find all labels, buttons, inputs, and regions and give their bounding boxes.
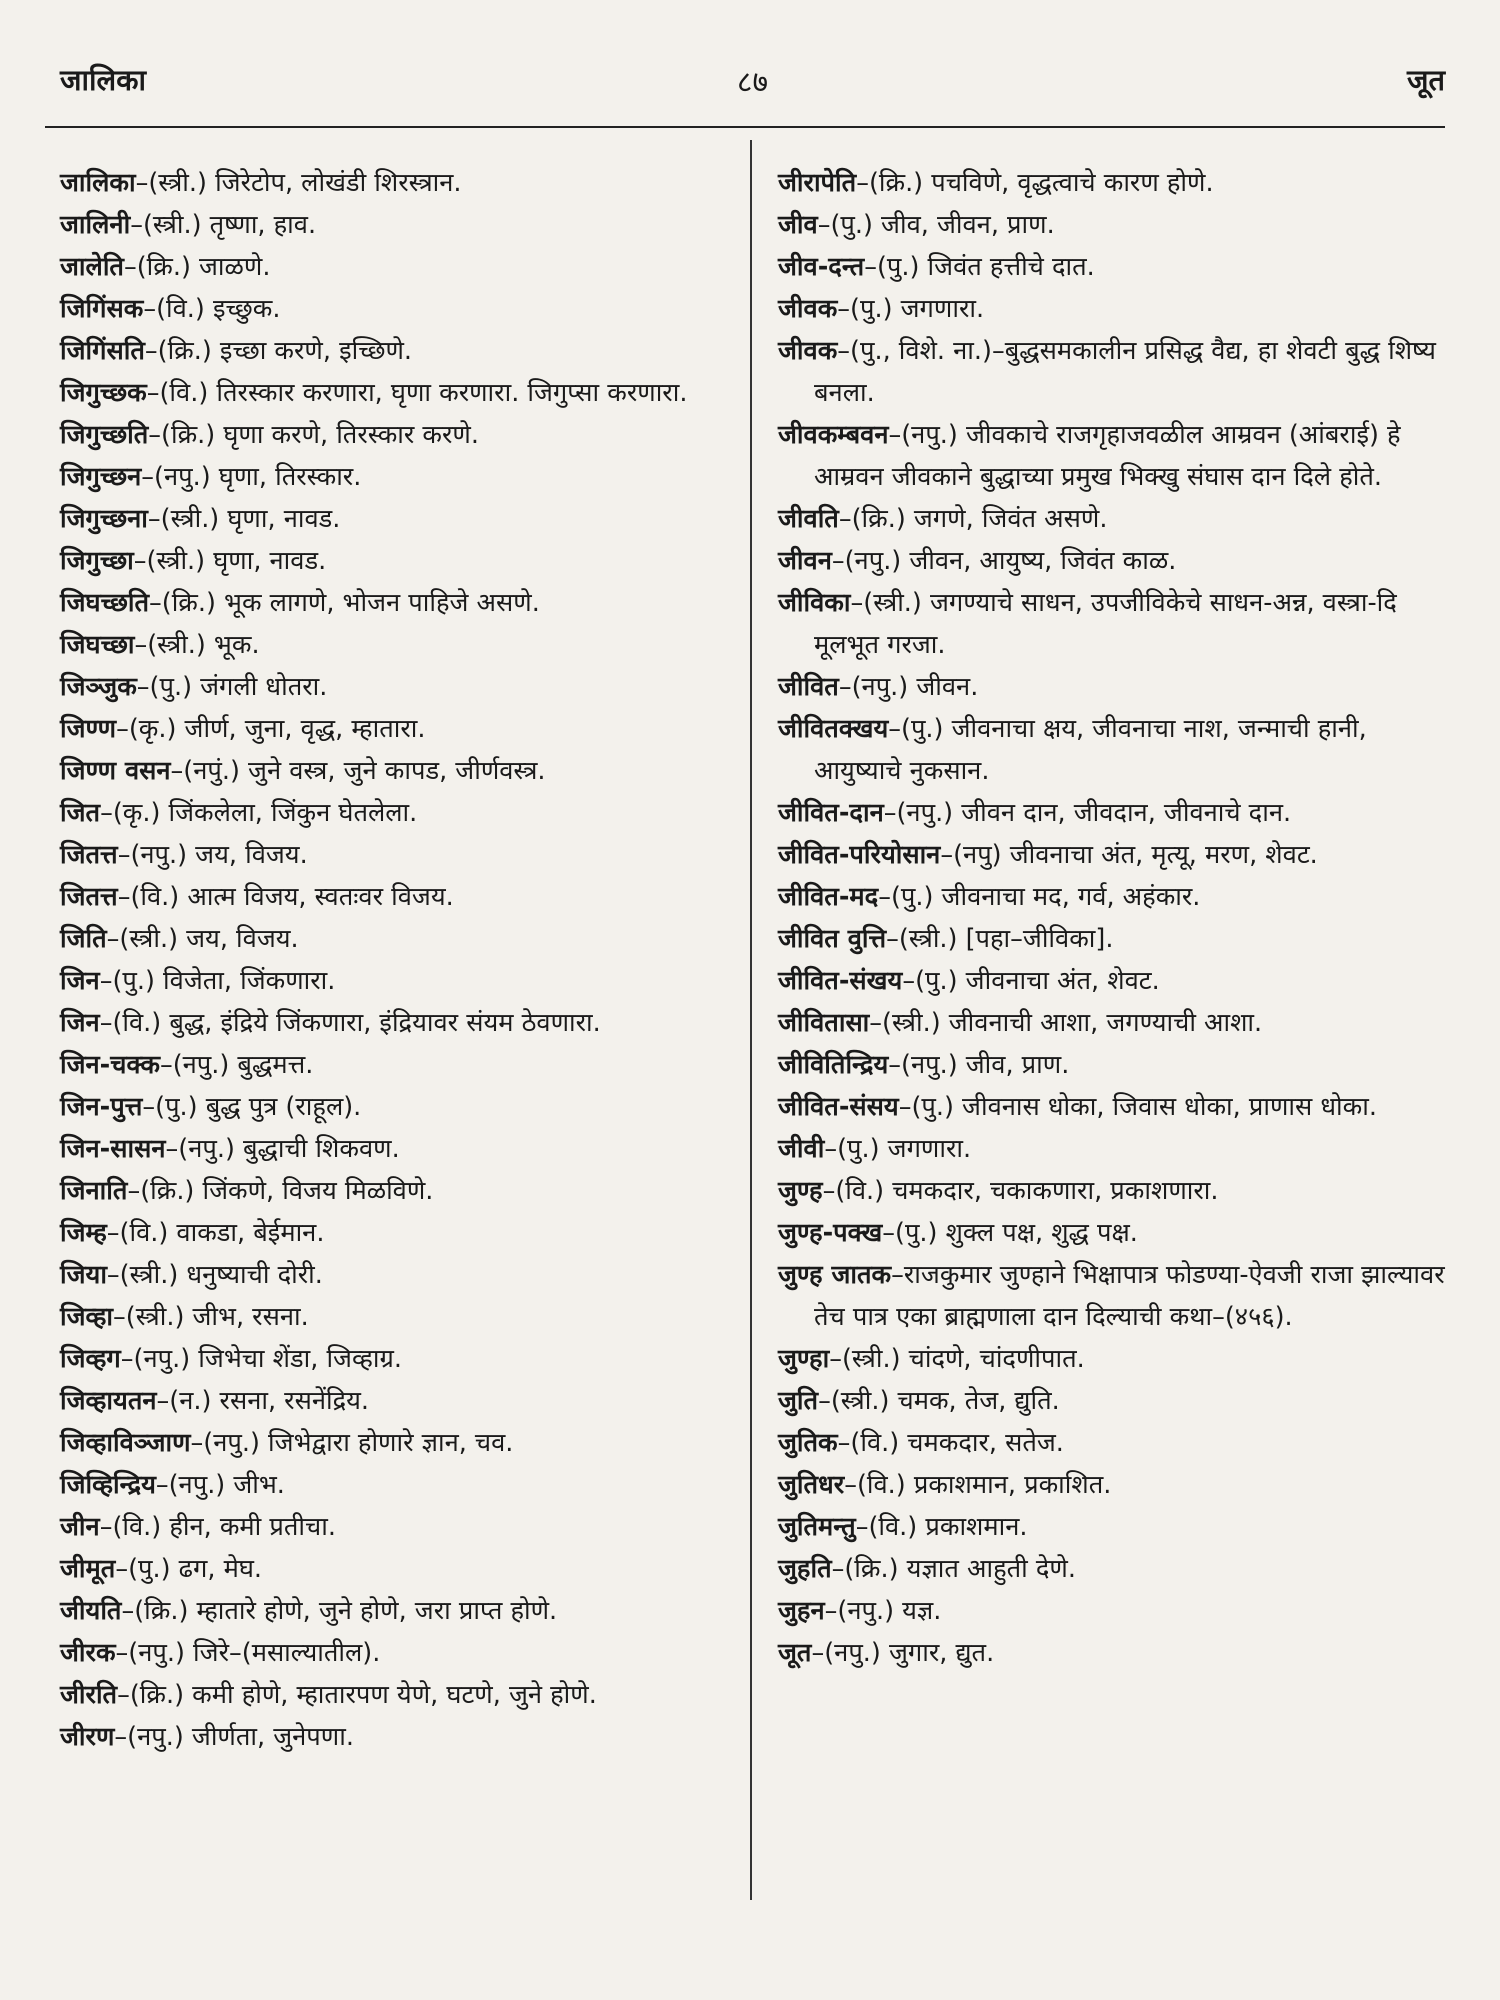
entry-headword: जीवित-संखय (778, 966, 903, 996)
dictionary-entry (60, 372, 730, 414)
entry-headword: जिगुच्छन (60, 462, 142, 492)
dictionary-entry (778, 1338, 1448, 1380)
dictionary-entry (60, 666, 730, 708)
entry-definition: –(नपु.) जीव, प्राण. (888, 1050, 1070, 1080)
entry-headword: जिति (60, 924, 107, 954)
dictionary-entry (778, 1002, 1448, 1044)
dictionary-entry (778, 582, 1448, 666)
entry-headword: जीवति (778, 504, 839, 534)
dictionary-entry (778, 1380, 1448, 1422)
entry-definition: –(कृ.) जिंकलेला, जिंकुन घेतलेला. (100, 798, 418, 828)
entry-headword: जीव (778, 210, 818, 240)
entry-headword: जीवी (778, 1134, 825, 1164)
entry-headword: जुहति (778, 1554, 832, 1584)
dictionary-entry (60, 330, 730, 372)
dictionary-entry (778, 834, 1448, 876)
dictionary-entry (60, 750, 730, 792)
entry-headword: जिगिंसति (60, 336, 145, 366)
entry-headword: जीवकम्बवन (778, 420, 889, 450)
entry-definition: –(नपु.) जीभ. (155, 1470, 285, 1500)
entry-definition: –(स्त्री.) [पहा–जीविका]. (886, 924, 1114, 954)
entry-headword: जीवित-परियोसान (778, 840, 941, 870)
entry-headword: जिन-चक्क (60, 1050, 160, 1080)
entry-definition: –(नपु.) यज्ञ. (824, 1596, 942, 1626)
entry-definition: –(वि.) तिरस्कार करणारा, घृणा करणारा. जिगुप्सा करणारा. (146, 378, 688, 408)
entry-headword: जिया (60, 1260, 107, 1290)
entry-headword: जालेति (60, 252, 124, 282)
dictionary-entry (778, 960, 1448, 1002)
entry-definition: –(वि.) वाकडा, बेईमान. (106, 1218, 325, 1248)
entry-definition: –(क्रि.) कमी होणे, म्हातारपण येणे, घटणे, जुने होणे. (117, 1680, 597, 1710)
entry-headword: जुतिमन्तु (778, 1512, 856, 1542)
entry-headword: जिव्हिन्द्रिय (60, 1470, 156, 1500)
dictionary-entry (60, 582, 730, 624)
entry-definition: –(वि.) हीन, कमी प्रतीचा. (99, 1512, 336, 1542)
entry-headword: जूत (778, 1638, 812, 1668)
entry-definition: –(क्रि.) पचविणे, वृद्धत्वाचे कारण होणे. (856, 168, 1214, 198)
dictionary-entry (778, 1590, 1448, 1632)
dictionary-entry (60, 1128, 730, 1170)
dictionary-entry (60, 456, 730, 498)
column-divider (750, 140, 752, 1900)
entry-headword: जिन-पुत्त (60, 1092, 143, 1122)
entry-definition: –(वि.) बुद्ध, इंद्रिये जिंकणारा, इंद्रियावर संयम ठेवणारा. (99, 1008, 601, 1038)
entry-headword: जीवित-मद (778, 882, 879, 912)
entry-headword: जिम्ह (60, 1218, 107, 1248)
dictionary-entry (60, 204, 730, 246)
entry-definition: –(नपु.) जुगार, द्युत. (811, 1638, 995, 1668)
dictionary-entry (60, 1422, 730, 1464)
entry-definition: –(स्त्री.) जीवनाची आशा, जगण्याची आशा. (869, 1008, 1263, 1038)
entry-definition: –(नपु) जीवनाचा अंत, मृत्यू, मरण, शेवट. (940, 840, 1318, 870)
entry-definition: –(क्रि.) भूक लागणे, भोजन पाहिजे असणे. (149, 588, 540, 618)
page-header (60, 60, 1445, 110)
dictionary-entry (60, 1338, 730, 1380)
entry-headword: जिन (60, 966, 100, 996)
entry-definition: –(क्रि.) घृणा करणे, तिरस्कार करणे. (148, 420, 479, 450)
entry-headword: जिगुच्छक (60, 378, 147, 408)
entry-headword: जिगुच्छना (60, 504, 148, 534)
entry-definition: –(नपु.) बुद्धमत्त. (159, 1050, 314, 1080)
entry-definition: –(स्त्री.) जीभ, रसना. (113, 1302, 309, 1332)
entry-definition: –(पु.) शुक्ल पक्ष, शुद्ध पक्ष. (882, 1218, 1138, 1248)
page-number: ८७ (736, 65, 769, 100)
dictionary-entry (60, 1548, 730, 1590)
dictionary-entry (778, 1128, 1448, 1170)
entry-headword: जिगुच्छति (60, 420, 149, 450)
dictionary-entry (60, 1212, 730, 1254)
dictionary-entry (60, 162, 730, 204)
entry-definition: –(स्त्री.) घृणा, नावड. (133, 546, 327, 576)
entry-headword: जीयति (60, 1596, 122, 1626)
entry-headword: जिञ्जुक (60, 672, 137, 702)
dictionary-entry (778, 204, 1448, 246)
entry-definition: –(नपु.) बुद्धाची शिकवण. (165, 1134, 400, 1164)
entry-headword: जिघच्छति (60, 588, 149, 618)
entry-definition: –(वि.) प्रकाशमान. (855, 1512, 1028, 1542)
entry-definition: –(पु.) जगणारा. (824, 1134, 972, 1164)
entry-headword: जिनाति (60, 1176, 128, 1206)
entry-headword: जितत्त (60, 882, 118, 912)
left-column (60, 162, 730, 1758)
dictionary-entry (60, 1086, 730, 1128)
entry-headword: जिव्हा (60, 1302, 114, 1332)
entry-headword: जिन (60, 1008, 100, 1038)
dictionary-entry (778, 330, 1448, 414)
entry-headword: जीमूत (60, 1554, 116, 1584)
dictionary-entry (60, 1254, 730, 1296)
dictionary-entry (778, 162, 1448, 204)
entry-headword: जीरापेति (778, 168, 857, 198)
dictionary-entry (778, 498, 1448, 540)
entry-definition: –(स्त्री.) जगण्याचे साधन, उपजीविकेचे साधन-अन्न, वस्त्रा-दि मूलभूत गरजा. (814, 588, 1397, 660)
entry-definition: –(स्त्री.) जिरेटोप, लोखंडी शिरस्त्रान. (135, 168, 462, 198)
entry-definition: –(नपु.) जीवन दान, जीवदान, जीवनाचे दान. (883, 798, 1292, 828)
entry-headword: जुहन (778, 1596, 825, 1626)
entry-headword: जीरण (60, 1722, 115, 1752)
entry-headword: जिगुच्छा (60, 546, 134, 576)
entry-definition: –(स्त्री.) धनुष्याची दोरी. (106, 1260, 323, 1290)
entry-headword: जिव्हायतन (60, 1386, 157, 1416)
dictionary-entry (60, 624, 730, 666)
dictionary-entry (60, 1716, 730, 1758)
entry-headword: जीवित वुत्ति (778, 924, 887, 954)
dictionary-entry (778, 288, 1448, 330)
dictionary-entry (60, 1170, 730, 1212)
dictionary-entry (60, 1464, 730, 1506)
dictionary-entry (778, 1086, 1448, 1128)
entry-headword: जिगिंसक (60, 294, 144, 324)
dictionary-entry (60, 1674, 730, 1716)
header-rule (45, 126, 1445, 128)
entry-headword: जुतिधर (778, 1470, 845, 1500)
entry-headword: जुण्ह (778, 1176, 823, 1206)
entry-definition: –(पु.) विजेता, जिंकणारा. (99, 966, 336, 996)
entry-headword: जीवितासा (778, 1008, 870, 1038)
entry-headword: जीवित-दान (778, 798, 884, 828)
entry-definition: –(नपु.) जीवन. (838, 672, 979, 702)
header-guide-word-left: जालिका (60, 63, 146, 97)
dictionary-entry (778, 666, 1448, 708)
entry-definition: –(क्रि.) जाळणे. (123, 252, 271, 282)
dictionary-entry (60, 876, 730, 918)
dictionary-entry (60, 708, 730, 750)
dictionary-entry (60, 414, 730, 456)
entry-headword: जिन-सासन (60, 1134, 166, 1164)
dictionary-entry (60, 1380, 730, 1422)
entry-headword: जुति (778, 1386, 819, 1416)
entry-definition: –(नपु.) घृणा, तिरस्कार. (141, 462, 362, 492)
entry-definition: –(पु.) जीवनास धोका, जिवास धोका, प्राणास धोका. (898, 1092, 1377, 1122)
dictionary-entry (60, 1590, 730, 1632)
entry-definition: –(स्त्री.) चांदणे, चांदणीपात. (829, 1344, 1085, 1374)
entry-definition: –(नपु.) जीवकाचे राजगृहाजवळील आम्रवन (आंबराई) हे आम्रवन जीवकाने बुद्धाच्या प्रमुख भिक्खु संघास दान दिले होते. (814, 420, 1401, 492)
entry-definition: –(स्त्री.) जय, विजय. (106, 924, 299, 954)
entry-definition: –(नपु.) जय, विजय. (117, 840, 308, 870)
entry-definition: –(कृ.) जीर्ण, जुना, वृद्ध, म्हातारा. (116, 714, 426, 744)
entry-headword: जीव-दन्त (778, 252, 865, 282)
entry-definition: –(पु.) बुद्ध पुत्र (राहूल). (142, 1092, 362, 1122)
dictionary-entry (778, 1170, 1448, 1212)
dictionary-entry (778, 708, 1448, 792)
dictionary-entry (778, 1254, 1448, 1338)
entry-definition: –राजकुमार जुण्हाने भिक्षापात्र फोडण्या-ऐवजी राजा झाल्यावर तेच पात्र एका ब्राह्मणाला दान दिल्याची कथा–(४५६). (814, 1260, 1445, 1332)
header-guide-word-right: जूत (1406, 63, 1445, 97)
entry-headword: जिघच्छा (60, 630, 135, 660)
entry-headword: जीवक (778, 336, 838, 366)
dictionary-entry (60, 1506, 730, 1548)
entry-definition: –(पु.) जिवंत हत्तीचे दात. (864, 252, 1095, 282)
dictionary-entry (778, 540, 1448, 582)
dictionary-entry (60, 540, 730, 582)
dictionary-entry (778, 246, 1448, 288)
dictionary-entry (60, 960, 730, 1002)
entry-headword: जालिनी (60, 210, 131, 240)
entry-definition: –(स्त्री.) भूक. (134, 630, 260, 660)
entry-definition: –(क्रि.) म्हातारे होणे, जुने होणे, जरा प्राप्त होणे. (121, 1596, 558, 1626)
entry-definition: –(क्रि.) जिंकणे, विजय मिळविणे. (127, 1176, 434, 1206)
dictionary-entry (778, 1464, 1448, 1506)
entry-definition: –(क्रि.) यज्ञात आहुती देणे. (831, 1554, 1076, 1584)
entry-headword: जीविका (778, 588, 851, 618)
entry-headword: जुण्हा (778, 1344, 830, 1374)
entry-definition: –(क्रि.) इच्छा करणे, इच्छिणे. (144, 336, 413, 366)
dictionary-entry (60, 918, 730, 960)
dictionary-entry (60, 1632, 730, 1674)
entry-headword: जीवित (778, 672, 839, 702)
entry-definition: –(पु.) ढग, मेघ. (115, 1554, 263, 1584)
entry-definition: –(नपु.) जीवन, आयुष्य, जिवंत काळ. (831, 546, 1177, 576)
entry-definition: –(वि.) प्रकाशमान, प्रकाशित. (844, 1470, 1112, 1500)
entry-definition: –(पु.) जीवनाचा क्षय, जीवनाचा नाश, जन्माची हानी, आयुष्याचे नुकसान. (814, 714, 1367, 786)
dictionary-entry (778, 1422, 1448, 1464)
entry-headword: जिव्हाविञ्जाण (60, 1428, 191, 1458)
entry-headword: जीवक (778, 294, 838, 324)
entry-headword: जुतिक (778, 1428, 838, 1458)
entry-definition: –(स्त्री.) तृष्णा, हाव. (130, 210, 317, 240)
dictionary-entry (60, 1044, 730, 1086)
entry-definition: –(पु.) जीव, जीवन, प्राण. (817, 210, 1055, 240)
entry-headword: जिण्ण (60, 714, 117, 744)
entry-definition: –(वि.) आत्म विजय, स्वतःवर विजय. (117, 882, 454, 912)
dictionary-entry (778, 1212, 1448, 1254)
dictionary-entry (60, 1002, 730, 1044)
dictionary-entry (778, 1548, 1448, 1590)
dictionary-entry (778, 792, 1448, 834)
entry-definition: –(नपुं.) जुने वस्त्र, जुने कापड, जीर्णवस्त्र. (170, 756, 546, 786)
entry-definition: –(न.) रसना, रसनेंद्रिय. (156, 1386, 370, 1416)
entry-headword: जीरक (60, 1638, 116, 1668)
dictionary-entry (60, 834, 730, 876)
entry-headword: जिण्ण वसन (60, 756, 171, 786)
entry-headword: जीवन (778, 546, 832, 576)
entry-headword: जीवितक्खय (778, 714, 889, 744)
entry-definition: –(स्त्री.) घृणा, नावड. (147, 504, 341, 534)
entry-headword: जिव्हग (60, 1344, 121, 1374)
entry-headword: जुण्ह-पक्ख (778, 1218, 883, 1248)
dictionary-entry (60, 1296, 730, 1338)
entry-definition: –(पु.) जीवनाचा अंत, शेवट. (902, 966, 1160, 996)
entry-definition: –(नपु.) जिरे–(मसाल्यातील). (115, 1638, 381, 1668)
right-column (778, 162, 1448, 1674)
dictionary-entry (60, 498, 730, 540)
entry-headword: जालिका (60, 168, 136, 198)
dictionary-entry (778, 1632, 1448, 1674)
entry-definition: –(वि.) चमकदार, चकाकणारा, प्रकाशणारा. (822, 1176, 1219, 1206)
entry-definition: –(पु.) जगणारा. (837, 294, 985, 324)
dictionary-entry (60, 288, 730, 330)
entry-definition: –(नपु.) जिभेद्वारा होणारे ज्ञान, चव. (190, 1428, 514, 1458)
entry-headword: जितत्त (60, 840, 118, 870)
dictionary-entry (778, 414, 1448, 498)
entry-definition: –(पु., विशे. ना.)–बुद्धसमकालीन प्रसिद्ध वैद्य, हा शेवटी बुद्ध शिष्य बनला. (814, 336, 1436, 408)
entry-definition: –(पु.) जंगली धोतरा. (136, 672, 328, 702)
entry-headword: जीरति (60, 1680, 118, 1710)
entry-definition: –(पु.) जीवनाचा मद, गर्व, अहंकार. (878, 882, 1201, 912)
entry-definition: –(स्त्री.) चमक, तेज, द्युति. (818, 1386, 1060, 1416)
dictionary-entry (778, 1506, 1448, 1548)
dictionary-entry (60, 246, 730, 288)
entry-headword: जीवित-संसय (778, 1092, 899, 1122)
entry-definition: –(क्रि.) जगणे, जिवंत असणे. (838, 504, 1108, 534)
dictionary-entry (60, 792, 730, 834)
dictionary-entry (778, 918, 1448, 960)
dictionary-entry (778, 876, 1448, 918)
entry-definition: –(नपु.) जिभेचा शेंडा, जिव्हाग्र. (120, 1344, 402, 1374)
entry-headword: जीन (60, 1512, 100, 1542)
entry-headword: जित (60, 798, 101, 828)
entry-definition: –(वि.) इच्छुक. (143, 294, 281, 324)
entry-headword: जीवितिन्द्रिय (778, 1050, 889, 1080)
entry-definition: –(नपु.) जीर्णता, जुनेपणा. (114, 1722, 354, 1752)
dictionary-entry (778, 1044, 1448, 1086)
entry-headword: जुण्ह जातक (778, 1260, 892, 1290)
entry-definition: –(वि.) चमकदार, सतेज. (837, 1428, 1064, 1458)
